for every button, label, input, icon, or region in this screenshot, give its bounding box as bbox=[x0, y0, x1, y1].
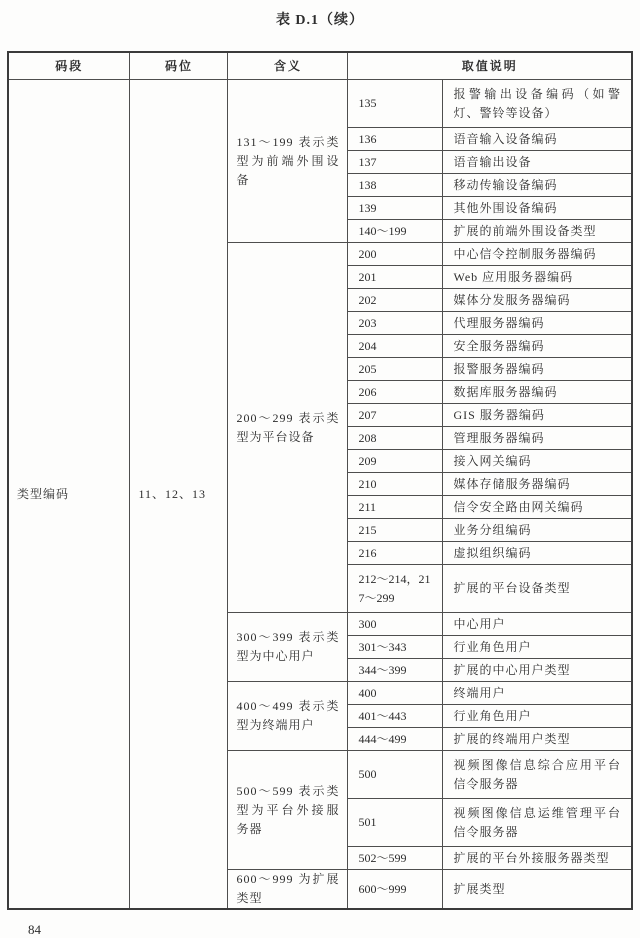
code-cell: 501 bbox=[348, 799, 443, 847]
code-cell: 209 bbox=[348, 450, 443, 473]
code-cell: 201 bbox=[348, 266, 443, 289]
meaning-cell-group-3: 400～499 表示类型为终端用户 bbox=[228, 682, 348, 751]
code-cell: 216 bbox=[348, 542, 443, 565]
desc-cell: 报警服务器编码 bbox=[443, 358, 632, 381]
table-row bbox=[8, 80, 632, 128]
desc-cell: 媒体分发服务器编码 bbox=[443, 289, 632, 312]
code-cell: 140～199 bbox=[348, 220, 443, 243]
code-cell: 202 bbox=[348, 289, 443, 312]
desc-cell: 数据库服务器编码 bbox=[443, 381, 632, 404]
desc-cell: 报警输出设备编码（如警灯、警铃等设备） bbox=[443, 80, 632, 128]
desc-cell: 扩展的终端用户类型 bbox=[443, 728, 632, 751]
header-value-description: 取值说明 bbox=[348, 52, 632, 80]
table-header-row bbox=[8, 52, 632, 80]
page-number: 84 bbox=[28, 922, 41, 937]
table-title: 表 D.1（续） bbox=[275, 13, 365, 28]
code-cell: 206 bbox=[348, 381, 443, 404]
code-cell: 301～343 bbox=[348, 636, 443, 659]
meaning-cell-group-5: 600～999 为扩展类型 bbox=[228, 870, 348, 910]
code-cell: 139 bbox=[348, 197, 443, 220]
desc-cell: 接入网关编码 bbox=[443, 450, 632, 473]
desc-cell: 视频图像信息运维管理平台信令服务器 bbox=[443, 799, 632, 847]
code-cell: 215 bbox=[348, 519, 443, 542]
meaning-cell-group-2: 300～399 表示类型为中心用户 bbox=[228, 613, 348, 682]
desc-cell: 扩展的平台设备类型 bbox=[443, 565, 632, 613]
code-cell: 600～999 bbox=[348, 870, 443, 910]
code-cell: 344～399 bbox=[348, 659, 443, 682]
code-cell: 211 bbox=[348, 496, 443, 519]
meaning-cell-group-1: 200～299 表示类型为平台设备 bbox=[228, 243, 348, 613]
code-cell: 300 bbox=[348, 613, 443, 636]
code-cell: 200 bbox=[348, 243, 443, 266]
desc-cell: 扩展的前端外围设备类型 bbox=[443, 220, 632, 243]
desc-cell: 终端用户 bbox=[443, 682, 632, 705]
desc-cell: GIS 服务器编码 bbox=[443, 404, 632, 427]
desc-cell: 虚拟组织编码 bbox=[443, 542, 632, 565]
code-cell: 203 bbox=[348, 312, 443, 335]
desc-cell: 中心信令控制服务器编码 bbox=[443, 243, 632, 266]
code-cell: 205 bbox=[348, 358, 443, 381]
header-code-segment: 码段 bbox=[8, 52, 130, 80]
code-cell: 136 bbox=[348, 128, 443, 151]
desc-cell: 行业角色用户 bbox=[443, 705, 632, 728]
code-cell: 207 bbox=[348, 404, 443, 427]
meaning-cell-group-0: 131～199 表示类型为前端外围设备 bbox=[228, 80, 348, 243]
code-cell: 138 bbox=[348, 174, 443, 197]
code-cell: 400 bbox=[348, 682, 443, 705]
desc-cell: 语音输出设备 bbox=[443, 151, 632, 174]
code-cell: 137 bbox=[348, 151, 443, 174]
code-cell: 212～214，217～299 bbox=[348, 565, 443, 613]
code-position-cell: 11、12、13 bbox=[130, 80, 228, 910]
desc-cell: 视频图像信息综合应用平台信令服务器 bbox=[443, 751, 632, 799]
code-table bbox=[7, 51, 633, 910]
desc-cell: 业务分组编码 bbox=[443, 519, 632, 542]
code-cell: 210 bbox=[348, 473, 443, 496]
meaning-cell-group-4: 500～599 表示类型为平台外接服务器 bbox=[228, 751, 348, 870]
desc-cell: Web 应用服务器编码 bbox=[443, 266, 632, 289]
desc-cell: 扩展的中心用户类型 bbox=[443, 659, 632, 682]
code-cell: 401～443 bbox=[348, 705, 443, 728]
desc-cell: 移动传输设备编码 bbox=[443, 174, 632, 197]
code-segment-cell: 类型编码 bbox=[8, 80, 130, 910]
desc-cell: 其他外围设备编码 bbox=[443, 197, 632, 220]
code-cell: 135 bbox=[348, 80, 443, 128]
desc-cell: 媒体存储服务器编码 bbox=[443, 473, 632, 496]
desc-cell: 行业角色用户 bbox=[443, 636, 632, 659]
code-cell: 444～499 bbox=[348, 728, 443, 751]
desc-cell: 语音输入设备编码 bbox=[443, 128, 632, 151]
desc-cell: 代理服务器编码 bbox=[443, 312, 632, 335]
header-meaning: 含义 bbox=[228, 52, 348, 80]
code-cell: 204 bbox=[348, 335, 443, 358]
desc-cell: 扩展的平台外接服务器类型 bbox=[443, 847, 632, 870]
desc-cell: 安全服务器编码 bbox=[443, 335, 632, 358]
desc-cell: 扩展类型 bbox=[443, 870, 632, 910]
header-code-position: 码位 bbox=[130, 52, 228, 80]
code-cell: 208 bbox=[348, 427, 443, 450]
code-cell: 502～599 bbox=[348, 847, 443, 870]
desc-cell: 管理服务器编码 bbox=[443, 427, 632, 450]
desc-cell: 信令安全路由网关编码 bbox=[443, 496, 632, 519]
desc-cell: 中心用户 bbox=[443, 613, 632, 636]
code-cell: 500 bbox=[348, 751, 443, 799]
